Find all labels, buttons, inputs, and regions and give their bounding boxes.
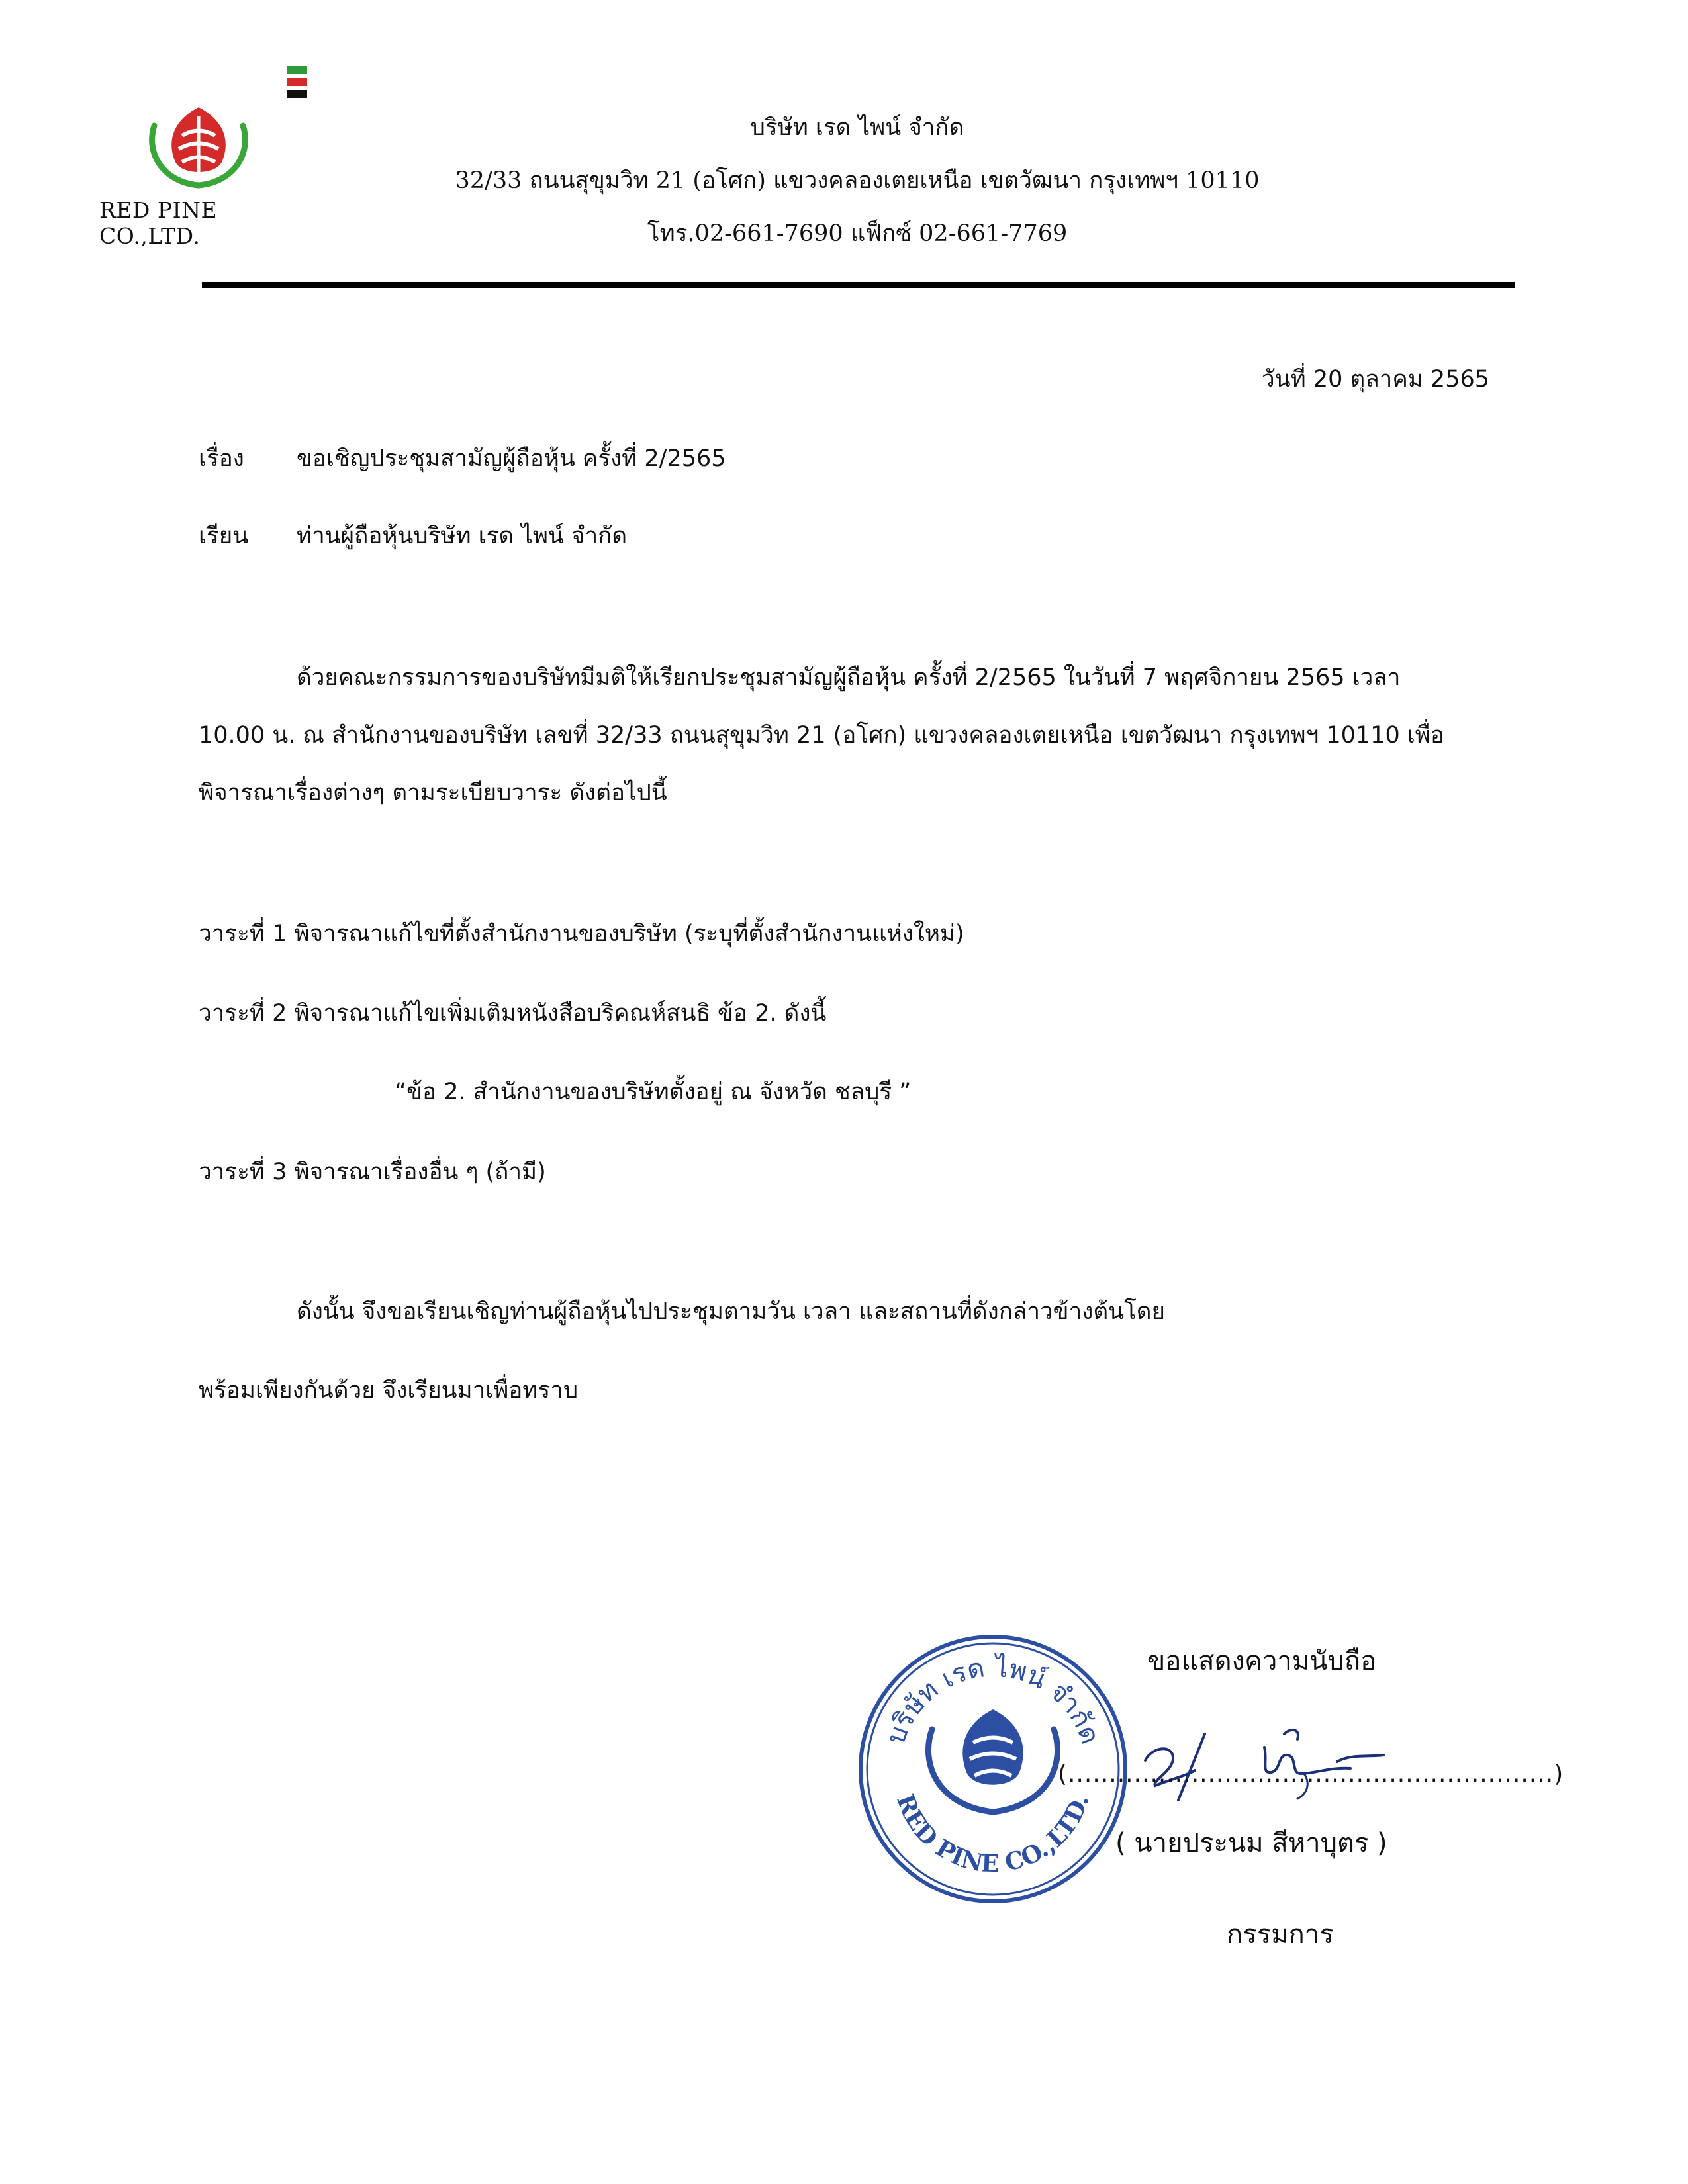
paragraph-line: ด้วยคณะกรรมการของบริษัทมีมติให้เรียกประชุมสามัญผู้ถือหุ้น ครั้งที่ 2/2565 ในวันที่ 7 พฤศจิกายน 2565 เวลา	[297, 664, 1401, 691]
flag-mark	[287, 66, 307, 98]
paragraph-line: พร้อมเพียงกันด้วย จึงเรียนมาเพื่อทราบ	[199, 1377, 579, 1404]
signer-position: กรรมการ	[1227, 1919, 1334, 1950]
company-name: บริษัท เรด ไพน์ จำกัด	[750, 114, 964, 141]
salutation-text: ท่านผู้ถือหุ้นบริษัท เรด ไพน์ จำกัด	[297, 523, 628, 549]
paragraph-line: ดังนั้น จึงขอเรียนเชิญท่านผู้ถือหุ้นไปประชุมตามวัน เวลา และสถานที่ดังกล่าวข้างต้นโดย	[297, 1298, 1166, 1325]
subject-text: ขอเชิญประชุมสามัญผู้ถือหุ้น ครั้งที่ 2/2565	[297, 445, 726, 472]
letter-date: วันที่ 20 ตุลาคม 2565	[1262, 366, 1489, 392]
stamp-top-text: บริษัท เรด ไพน์ จำกัด	[880, 1652, 1106, 1749]
handwritten-signature	[1132, 1707, 1423, 1807]
agenda-item-2: วาระที่ 2 พิจารณาแก้ไขเพิ่มเติมหนังสือบริคณห์สนธิ ข้อ 2. ดังนี้	[199, 1000, 827, 1026]
salutation-label: เรียน	[199, 523, 249, 549]
company-phone-fax: โทร.02-661-7690 แฟ็กซ์ 02-661-7769	[647, 220, 1068, 247]
svg-text:RED PINE CO.,LTD.	[891, 1790, 1095, 1878]
closing-text: ขอแสดงความนับถือ	[1147, 1646, 1377, 1676]
signature-line: (...........................................................)	[1058, 1760, 1564, 1788]
header-divider	[202, 282, 1515, 288]
agenda-item-3: วาระที่ 3 พิจารณาเรื่องอื่น ๆ (ถ้ามี)	[199, 1159, 546, 1185]
paragraph-line: พิจารณาเรื่องต่างๆ ตามระเบียบวาระ ดังต่อไปนี้	[199, 780, 667, 806]
signer-name: ( นายประนม สีหาบุตร )	[1115, 1828, 1387, 1858]
stamp-bottom-text: RED PINE CO.,LTD.	[890, 1790, 1095, 1878]
company-address: 32/33 ถนนสุขุมวิท 21 (อโศก) แขวงคลองเตยเหนือ เขตวัฒนา กรุงเทพฯ 10110	[455, 167, 1260, 194]
logo-caption: RED PINE CO.,LTD.	[99, 197, 218, 249]
agenda-item-2-quote: “ข้อ 2. สำนักงานของบริษัทตั้งอยู่ ณ จังหวัด ชลบุรี ”	[395, 1079, 912, 1105]
paragraph-line: 10.00 น. ณ สำนักงานของบริษัท เลขที่ 32/33 ถนนสุขุมวิท 21 (อโศก) แขวงคลองเตยเหนือ เขตวัฒนา กรุงเทพฯ 10110 เพื่อ	[199, 722, 1444, 749]
agenda-item-1: วาระที่ 1 พิจารณาแก้ไขที่ตั้งสำนักงานของบริษัท (ระบุที่ตั้งสำนักงานแห่งใหม่)	[199, 921, 964, 947]
subject-label: เรื่อง	[199, 445, 244, 472]
